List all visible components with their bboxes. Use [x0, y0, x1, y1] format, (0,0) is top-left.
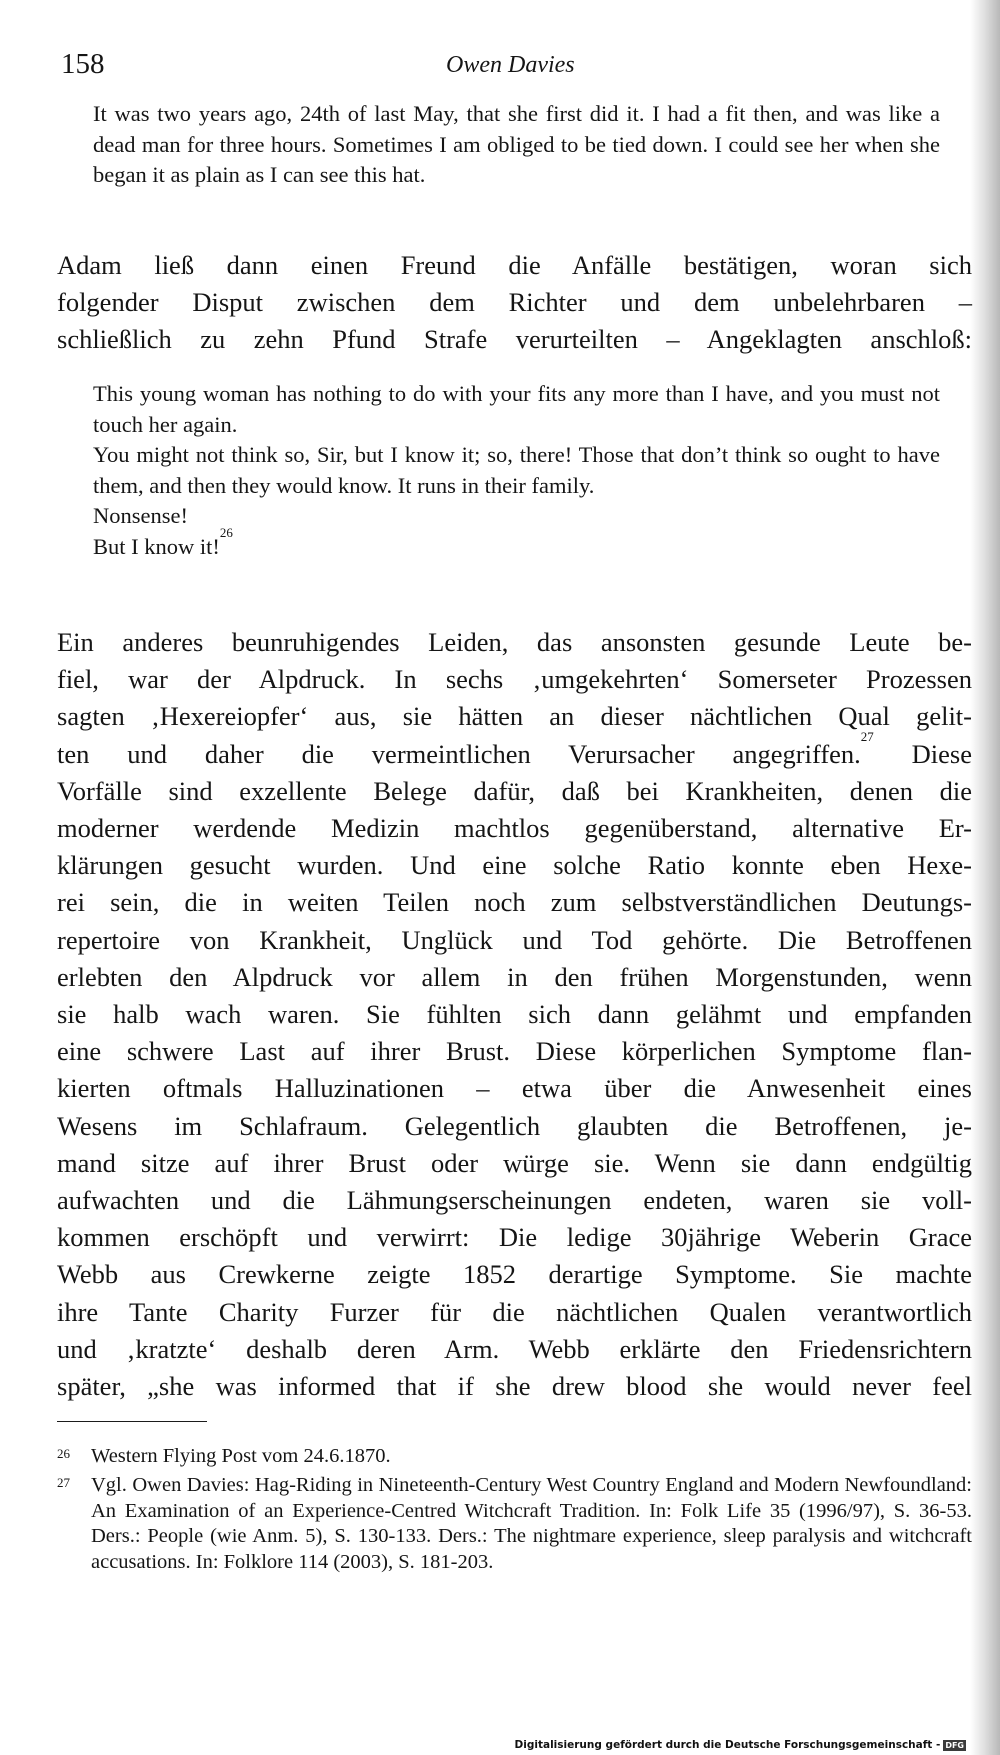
- credit-text: Digitalisierung gefördert durch die Deutsche Forschungsgemeinschaft -: [514, 1739, 941, 1751]
- paragraph-2-text: Diese: [911, 738, 973, 769]
- dialogue-line: This young woman has nothing to do with your fits any more than I have, and you must not touch her again.: [93, 381, 940, 437]
- paragraph-2-text: ten und daher die vermeintlichen Verursacher angegriffen.: [57, 738, 861, 769]
- footnote-text: Vgl. Owen Davies: Hag-Riding in Nineteenth-Century West Country England and Modern Newfoundland: An Examination of an Experience-Centred Witchcraft Tradition. In: Folk Life 35 (1996/97), S. 36-53. Ders.: People (wie Anm. 5), S. 130-133. Ders.: The nightmare experience, sleep paralysis and witchcraft accusations. In: Folklore 114 (2003), S. 181-203.: [91, 1474, 972, 1573]
- paragraph-2-line: rei sein, die in weiten Teilen noch zum selbstverständlichen Deutungs-: [57, 887, 972, 918]
- paragraph-2-line: moderner werdende Medizin machtlos gegenüberstand, alternative Er-: [57, 813, 972, 844]
- running-head: Owen Davies: [446, 52, 575, 78]
- dfg-logo-icon: DFG: [945, 1740, 964, 1750]
- paragraph-2-line: [57, 728, 973, 773]
- paragraph-2-line: erlebten den Alpdruck vor allem in den frühen Morgenstunden, wenn: [57, 961, 972, 992]
- paragraph-2-line: Webb aus Crewkerne zeigte 1852 derartige Symptome. Sie machte: [57, 1259, 972, 1290]
- paragraph-2-line: repertoire von Krankheit, Unglück und Tod gehörte. Die Betroffenen: [57, 924, 972, 955]
- footnote-ref-26[interactable]: 26: [219, 524, 233, 540]
- dialogue-text: But I know it!: [93, 533, 220, 559]
- block-quote-1: It was two years ago, 24th of last May, that she first did it. I had a fit then, and was like a dead man for three hours. Sometimes I am obliged to be tied down. I could see her when she began it as plain as I can see this hat.: [93, 101, 940, 187]
- paragraph-2-line: sie halb wach waren. Sie fühlten sich dann gelähmt und empfanden: [57, 999, 972, 1030]
- paragraph-2-line: kommen erschöpft und verwirrt: Die ledige 30jährige Weberin Grace: [57, 1222, 972, 1253]
- footnote-divider: [57, 1421, 207, 1422]
- footnote-ref-27[interactable]: 27: [860, 728, 874, 744]
- paragraph-2-line: sagten ‚Hexereiopfer‘ aus, sie hätten an dieser nächtlichen Qual gelit-: [57, 701, 972, 732]
- paragraph-2-line: später, „she was informed that if she drew blood she would never feel: [57, 1371, 972, 1402]
- paragraph-1-line: Adam ließ dann einen Freund die Anfälle bestätigen, woran sich: [57, 250, 972, 280]
- footnote-number: 26: [57, 1446, 70, 1461]
- paragraph-2-line: eine schwere Last auf ihrer Brust. Diese körperlichen Symptome flan-: [57, 1036, 972, 1067]
- dialogue-line: Nonsense!: [93, 503, 188, 528]
- paragraph-2-line: mand sitze auf ihrer Brust oder würge sie. Wenn sie dann endgültig: [57, 1147, 972, 1178]
- paragraph-2-line: klärungen gesucht wurden. Und eine solche Ratio konnte eben Hexe-: [57, 850, 972, 881]
- digitization-credit: [515, 1739, 966, 1751]
- paragraph-2-line: fiel, war der Alpdruck. In sechs ‚umgekehrten‘ Somerseter Prozessen: [57, 664, 972, 695]
- page-number: 158: [61, 48, 105, 80]
- page-gutter-shadow: [970, 0, 1000, 1755]
- dialogue-line: You might not think so, Sir, but I know it; so, there! Those that don’t think so ought to have them, and then they would know. It runs in their family.: [93, 442, 940, 498]
- footnote-text: Western Flying Post vom 24.6.1870.: [91, 1445, 391, 1467]
- dialogue-line-last: [93, 524, 940, 563]
- paragraph-2-line: Wesens im Schlafraum. Gelegentlich glaubten die Betroffenen, je-: [57, 1110, 972, 1141]
- paragraph-2-line: kierten oftmals Halluzinationen – etwa über die Anwesenheit eines: [57, 1073, 972, 1104]
- paragraph-2-line: Ein anderes beunruhigendes Leiden, das ansonsten gesunde Leute be-: [57, 627, 972, 657]
- footnote-number: 27: [57, 1475, 70, 1490]
- paragraph-2-line: ihre Tante Charity Furzer für die nächtlichen Qualen verantwortlich: [57, 1296, 972, 1327]
- paragraph-2: [57, 624, 972, 1405]
- paragraph-1-line: schließlich zu zehn Pfund Strafe verurteilten – Angeklagten anschloß:: [57, 324, 972, 355]
- paragraph-2-line: aufwachten und die Lähmungserscheinungen endeten, waren sie voll-: [57, 1185, 972, 1216]
- block-quote-2: [93, 379, 940, 562]
- paragraph-1: [57, 247, 972, 359]
- paragraph-2-line: Vorfälle sind exzellente Belege dafür, daß bei Krankheiten, denen die: [57, 775, 972, 806]
- paragraph-2-line: und ‚kratzte‘ deshalb deren Arm. Webb erklärte den Friedensrichtern: [57, 1333, 972, 1364]
- paragraph-1-line: folgender Disput zwischen dem Richter und dem unbelehrbaren –: [57, 287, 972, 318]
